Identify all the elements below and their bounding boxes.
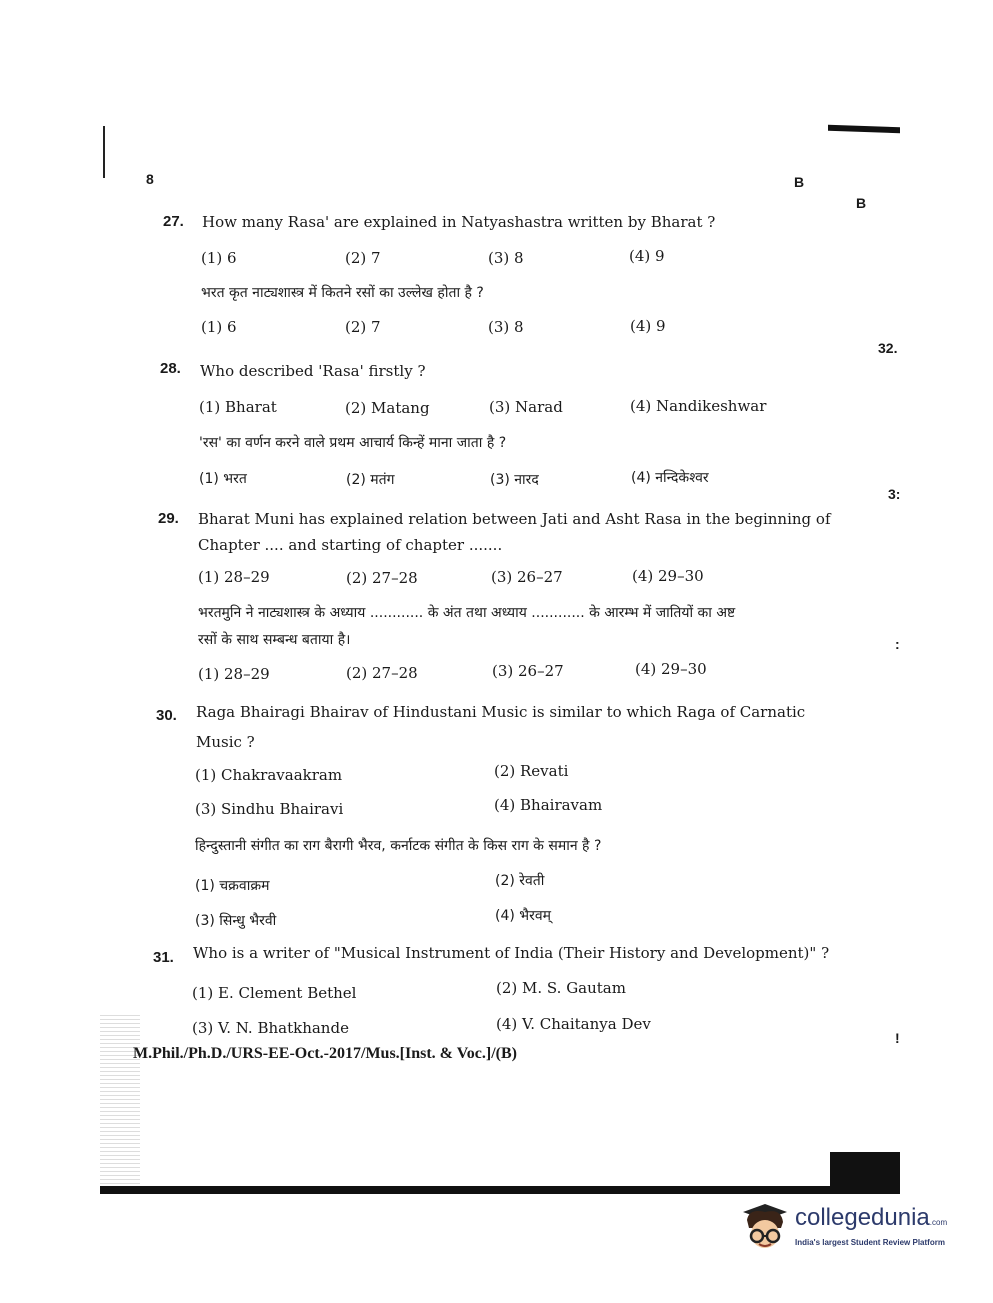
mascot-icon [735,1198,793,1260]
option-hi: (4) 9 [630,317,666,335]
brand-logo[interactable] [735,1198,960,1260]
option-en: (2) Revati [494,762,569,780]
option-en: (1) Chakravaakram [195,766,343,784]
brand-suffix: .com [929,1218,948,1227]
option-hi: (2) मतंग [346,472,395,488]
question-text-en: How many Rasa' are explained in Natyashastra written by Bharat ? [202,213,716,231]
brand-tagline: India's largest Student Review Platform [795,1238,945,1247]
option-hi: (1) 6 [201,318,237,336]
option-en: (4) Bhairavam [494,796,603,814]
question-text-hi: 'रस' का वर्णन करने वाले प्रथम आचार्य किन्हें माना जाता है ? [199,435,507,451]
option-hi: (1) 28–29 [198,665,270,683]
question-number: 31. [153,949,174,966]
option-en: (4) V. Chaitanya Dev [496,1015,651,1033]
scan-speckle [100,1015,140,1187]
question-text-hi: भरत कृत नाट्यशास्त्र में कितने रसों का उल्लेख होता है ? [201,285,484,301]
margin-fragment: : [895,636,900,652]
option-hi: (3) सिन्धु भैरवी [195,913,277,929]
option-en: (3) Sindhu Bhairavi [195,800,344,818]
question-number: 30. [156,707,177,724]
scan-bottom-bar [100,1186,900,1194]
option-en: (3) 8 [488,249,524,267]
option-en: (1) Bharat [199,398,277,416]
option-en: (2) 7 [345,249,381,267]
option-hi: (4) 29–30 [635,660,707,678]
option-hi: (3) 8 [488,318,524,336]
option-en: (3) V. N. Bhatkhande [192,1019,349,1037]
option-en: (3) 26–27 [491,568,563,586]
option-en: (4) Nandikeshwar [630,397,767,415]
option-en: (3) Narad [489,398,563,416]
margin-fragment: ! [895,1030,900,1046]
option-en: (2) M. S. Gautam [496,979,626,997]
question-text-en: Bharat Muni has explained relation between Jati and Asht Rasa in the beginning of [198,510,831,528]
option-hi: (3) 26–27 [492,662,564,680]
set-label: B [794,174,805,190]
question-text-en: Who is a writer of "Musical Instrument of India (Their History and Development)" ? [193,944,830,962]
question-text-hi: रसों के साथ सम्बन्ध बताया है। [198,632,351,648]
option-hi: (4) नन्दिकेश्वर [631,470,709,486]
question-text-en: Chapter .... and starting of chapter ....... [198,536,503,554]
page-number: 8 [146,171,154,187]
question-text-en: Raga Bhairagi Bhairav of Hindustani Music is similar to which Raga of Carnatic [196,703,806,721]
question-text-en: Music ? [196,733,255,751]
question-text-hi: हिन्दुस्तानी संगीत का राग बैरागी भैरव, कर्नाटक संगीत के किस राग के समान है ? [195,838,602,854]
question-number: 28. [160,360,181,377]
margin-fragment: 32. [878,340,898,356]
option-en: (4) 9 [629,247,665,265]
option-en: (4) 29–30 [632,567,704,585]
scan-top-bar [828,125,900,134]
scan-edge-line [103,126,105,178]
paper-code-footer: M.Phil./Ph.D./URS-EE-Oct.-2017/Mus.[Inst. & Voc.]/(B) [133,1045,517,1062]
question-text-en: Who described 'Rasa' firstly ? [200,362,426,380]
option-en: (2) Matang [345,399,430,417]
question-text-hi: भरतमुनि ने नाट्यशास्त्र के अध्याय ............ के अंत तथा अध्याय ............ के आरम्भ में जातियों का अष्ट [198,605,736,621]
option-en: (2) 27–28 [346,569,418,587]
option-en: (1) 28–29 [198,568,270,586]
scan-bottom-block [830,1152,900,1186]
margin-fragment: 3: [888,486,901,502]
option-hi: (4) भैरवम् [495,908,552,924]
question-number: 29. [158,510,179,527]
option-en: (1) E. Clement Bethel [192,984,357,1002]
option-hi: (2) 27–28 [346,664,418,682]
brand-name: collegedunia [795,1204,930,1231]
option-hi: (1) चक्रवाक्रम [195,878,270,894]
option-hi: (1) भरत [199,471,247,487]
option-en: (1) 6 [201,249,237,267]
option-hi: (3) नारद [490,472,539,488]
set-label-margin: B [856,195,867,211]
option-hi: (2) 7 [345,318,381,336]
option-hi: (2) रेवती [495,873,545,889]
question-number: 27. [163,213,184,230]
